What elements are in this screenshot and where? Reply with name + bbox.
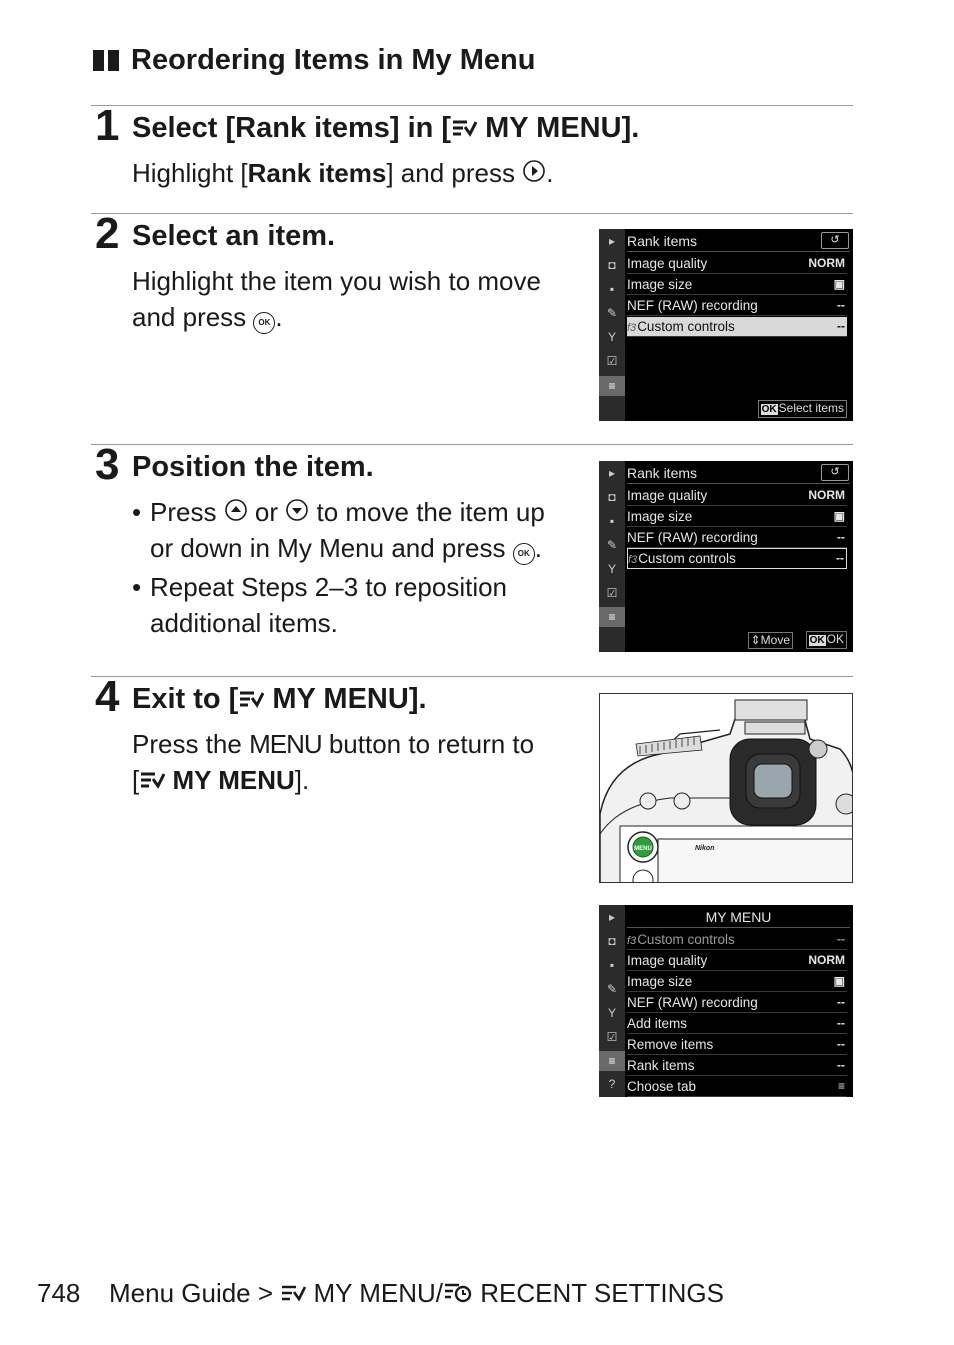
my-menu-icon <box>280 1283 306 1303</box>
setup-tab-icon: Y <box>607 330 616 344</box>
photo-shooting-tab-icon: ◘ <box>608 258 616 272</box>
divider <box>91 444 853 445</box>
menu-row-highlighted: f3Custom controls -- <box>627 317 847 337</box>
page-number: 748 <box>37 1278 81 1308</box>
screen-title: MY MENU <box>627 907 850 928</box>
bullet-item: • Press or to move the item up or down in My Menu and press OK . <box>132 494 572 566</box>
page-footer: 748 Menu Guide > MY MENU/ RECENT SETTINGS <box>37 1278 724 1308</box>
help-icon: ? <box>608 1077 616 1091</box>
menu-row: Remove items -- <box>627 1035 847 1055</box>
my-menu-tab-icon: ≡ <box>599 1051 625 1071</box>
camera-screen-rank-items <box>599 229 853 421</box>
step-heading: Select [Rank items] in [ MY MENU]. <box>132 112 640 144</box>
screen-title: Rank items <box>627 231 850 252</box>
custom-settings-tab-icon: ✎ <box>606 306 618 320</box>
photo-shooting-tab-icon: ◘ <box>608 934 616 948</box>
ok-button-icon: OK <box>513 543 535 565</box>
multi-selector-down-icon <box>285 498 309 522</box>
retouch-tab-icon: ☑ <box>606 1030 618 1044</box>
menu-row: Add items -- <box>627 1014 847 1034</box>
custom-settings-tab-icon: ✎ <box>606 982 618 996</box>
menu-row: Image quality NORM <box>627 486 847 506</box>
screen-footer-ok: OK OK <box>806 631 847 649</box>
menu-row: Image size ▣ <box>627 275 847 295</box>
menu-tab-bar <box>599 229 625 421</box>
setup-tab-icon: Y <box>607 562 616 576</box>
custom-settings-tab-icon: ✎ <box>606 538 618 552</box>
menu-row: Choose tab ≡ <box>627 1077 847 1097</box>
step-body: Press the MENU button to return to [ MY MENU]. <box>132 729 535 795</box>
my-menu-tab-icon: ≡ <box>599 376 625 396</box>
camera-screen-my-menu <box>599 905 853 1097</box>
camera-illustration <box>600 694 853 883</box>
menu-row: Image size ▣ <box>627 972 847 992</box>
movie-shooting-tab-icon: ▪ <box>609 282 615 296</box>
my-menu-icon <box>451 118 477 138</box>
menu-button-text: MENU <box>634 846 652 852</box>
multi-selector-up-icon <box>224 498 248 522</box>
step-number: 3 <box>95 440 120 489</box>
step-body <box>132 494 572 644</box>
menu-row: NEF (RAW) recording -- <box>627 528 847 548</box>
section-title: Reordering Items in My Menu <box>93 44 535 77</box>
movie-shooting-tab-icon: ▪ <box>609 514 615 528</box>
camera-screen-position-item <box>599 461 853 652</box>
divider <box>91 105 853 106</box>
divider <box>91 676 853 677</box>
my-menu-icon <box>238 689 264 709</box>
back-icon: ↺ <box>821 464 849 481</box>
section-marker-icon <box>108 50 119 71</box>
movie-shooting-tab-icon: ▪ <box>609 958 615 972</box>
retouch-tab-icon: ☑ <box>606 586 618 600</box>
step-heading: Select an item. <box>132 220 336 252</box>
my-menu-icon <box>139 770 165 790</box>
multi-selector-right-icon <box>522 159 546 183</box>
step-number: 1 <box>95 101 120 150</box>
section-marker-icon <box>93 50 104 71</box>
menu-row: NEF (RAW) recording -- <box>627 296 847 316</box>
recent-settings-icon <box>443 1281 473 1303</box>
bullet-item: • Repeat Steps 2–3 to reposition additional items. <box>132 569 550 641</box>
back-icon: ↺ <box>821 232 849 249</box>
divider <box>91 213 853 214</box>
setup-tab-icon: Y <box>607 1006 616 1020</box>
playback-tab-icon: ▸ <box>608 234 616 248</box>
step-body: Highlight [Rank items] and press . <box>132 158 554 188</box>
menu-row: Image quality NORM <box>627 254 847 274</box>
camera-back-illustration <box>599 693 853 883</box>
menu-row: NEF (RAW) recording -- <box>627 993 847 1013</box>
menu-row: Rank items -- <box>627 1056 847 1076</box>
playback-tab-icon: ▸ <box>608 466 616 480</box>
menu-row: Image size ▣ <box>627 507 847 527</box>
my-menu-tab-icon: ≡ <box>599 607 625 627</box>
step-number: 2 <box>95 209 120 258</box>
menu-button-label: MENU <box>249 729 322 759</box>
step-heading: Position the item. <box>132 451 374 483</box>
step-number: 4 <box>95 672 120 721</box>
screen-footer-move: ⇕Move <box>748 632 793 649</box>
step-body: Highlight the item you wish to move and press OK . <box>132 266 541 332</box>
menu-tab-bar <box>599 461 625 652</box>
menu-row: Image quality NORM <box>627 951 847 971</box>
photo-shooting-tab-icon: ◘ <box>608 490 616 504</box>
menu-row: f3Custom controls -- <box>627 930 847 950</box>
ok-button-icon: OK <box>253 312 275 334</box>
playback-tab-icon: ▸ <box>608 910 616 924</box>
retouch-tab-icon: ☑ <box>606 354 618 368</box>
menu-tab-bar <box>599 905 625 1097</box>
screen-title: Rank items <box>627 463 850 484</box>
brand-logo-text: Nikon <box>695 845 715 852</box>
step-heading: Exit to [ MY MENU]. <box>132 683 427 715</box>
menu-row-selected: f3Custom controls -- <box>627 548 847 569</box>
screen-footer: OK Select items <box>758 400 847 418</box>
